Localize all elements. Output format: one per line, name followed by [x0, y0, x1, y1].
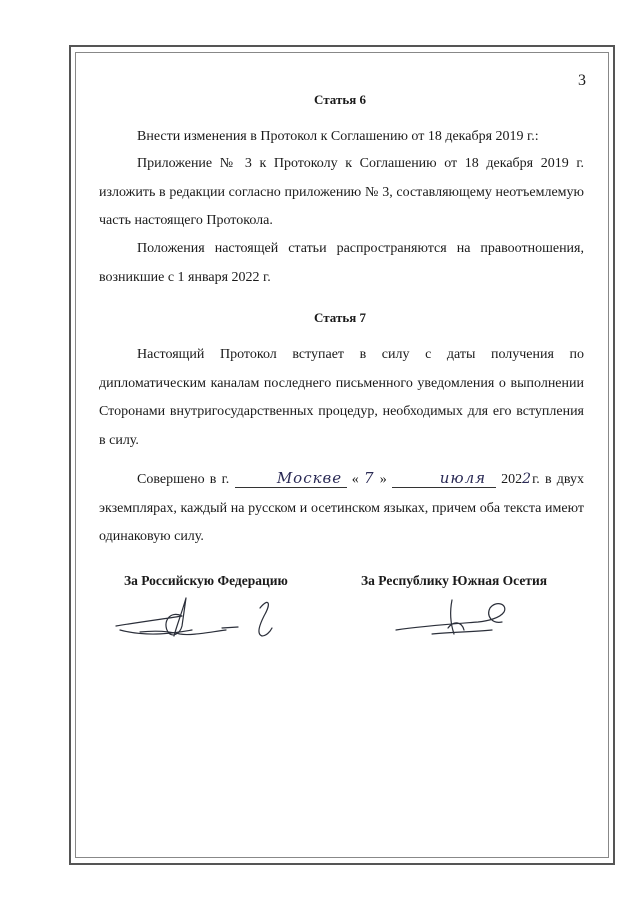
month-handwritten: июля — [439, 469, 487, 487]
execution-remainder: г. в двух экземплярах, каждый на русском и осетинском языках, причем оба текста имеют одинаковую силу. — [99, 472, 585, 544]
page-number: 3 — [578, 72, 586, 89]
article-6-heading: Статья 6 — [314, 92, 366, 107]
article-7-paragraph: Настоящий Протокол вступает в силу с даты получения по дипломатическим каналам последнего письменного уведомления о выполнении Сторонами внутригосударственных процедур, необходимых для его вступления в силу. — [99, 347, 584, 448]
execution-clause — [99, 464, 584, 552]
year-suffix-handwritten: 2 — [522, 471, 533, 487]
south-ossetia-signature — [392, 590, 522, 645]
city-field — [235, 470, 347, 488]
close-quote: » — [379, 472, 387, 487]
russia-signature — [110, 592, 300, 647]
article-7-heading: Статья 7 — [314, 310, 366, 325]
city-handwritten: Москве — [276, 469, 343, 487]
article-6-paragraph-3: Положения настоящей статьи распространяются на правоотношения, возникшие с 1 января 2022 г. — [99, 241, 584, 285]
russia-signature-label: За Российскую Федерацию — [124, 573, 288, 588]
article-6-paragraph-2: Приложение № 3 к Протоколу к Соглашению от 18 декабря 2019 г. изложить в редакции согласно приложению № 3, составляющему неотъемлемую часть настоящего Протокола. — [99, 156, 584, 228]
south-ossetia-signature-label: За Республику Южная Осетия — [361, 573, 548, 588]
day-handwritten: 7 — [363, 469, 375, 487]
month-field — [392, 470, 496, 488]
execution-prefix: Совершено в г. — [137, 472, 230, 487]
open-quote: « — [351, 472, 359, 487]
year-prefix: 202 — [501, 472, 523, 487]
article-6-paragraph-1: Внести изменения в Протокол к Соглашению от 18 декабря 2019 г.: — [137, 129, 539, 144]
